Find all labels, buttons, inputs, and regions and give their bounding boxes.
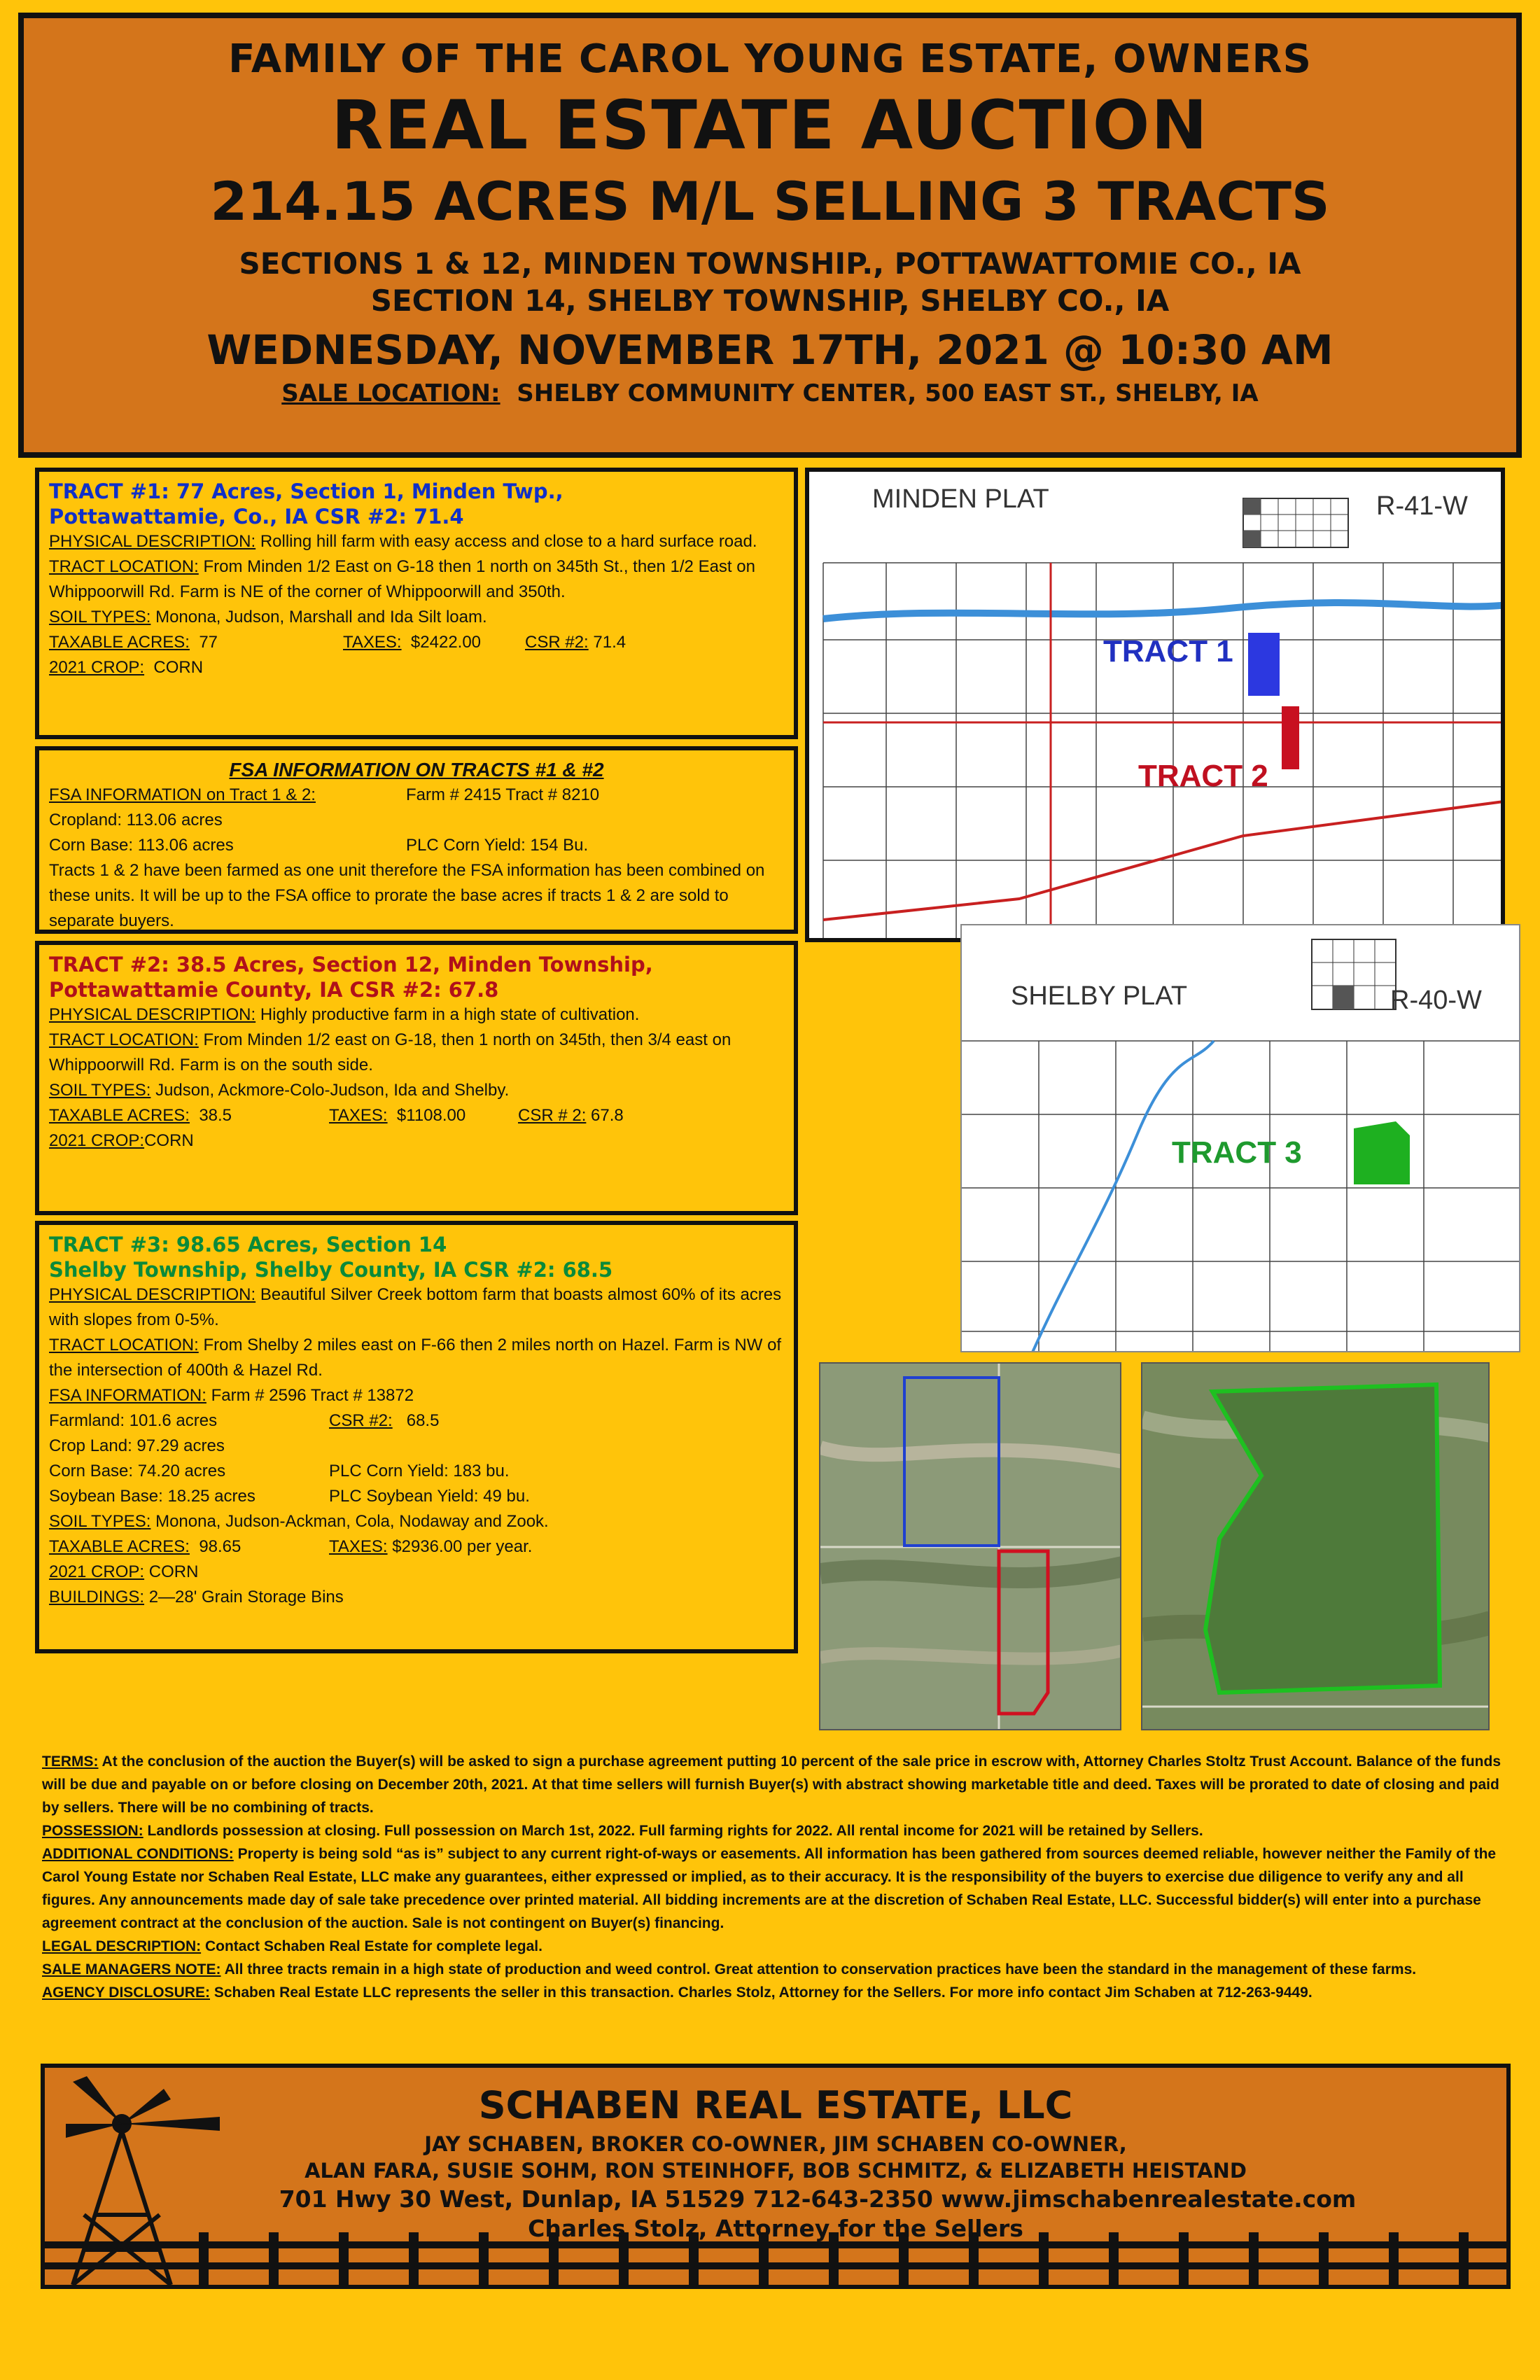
tract3-fsa: FSA INFORMATION: Farm # 2596 Tract # 13872 — [49, 1386, 414, 1405]
auction-header — [18, 13, 1522, 458]
aerial-photo-tract-3 — [1141, 1362, 1490, 1730]
tract3-soy-base: Soybean Base: 18.25 acres — [49, 1487, 255, 1506]
sections-line-2: SECTION 14, SHELBY TOWNSHIP, SHELBY CO., IA — [370, 284, 1170, 318]
tract3-farmland: Farmland: 101.6 acres — [49, 1411, 218, 1430]
tract1-subtitle: Pottawattamie, Co., IA CSR #2: 71.4 — [49, 505, 464, 528]
terms-section — [42, 1750, 1512, 2004]
tract1-tax-row: TAXABLE ACRES: 77 TAXES: $2422.00 CSR #2: 71.4 — [49, 633, 626, 652]
acres-line: 214.15 ACRES M/L SELLING 3 TRACTS — [210, 170, 1330, 232]
tract3-buildings: BUILDINGS: 2—28' Grain Storage Bins — [49, 1588, 344, 1606]
owners-line: FAMILY OF THE CAROL YOUNG ESTATE, OWNERS — [228, 36, 1312, 82]
agency-disclosure-paragraph: AGENCY DISCLOSURE: Schaben Real Estate LLC represents the seller in this transaction. Charles Stolz, Attorney for the Sellers. For more info contact Jim Schaben at 712-263-9449. — [42, 1984, 1312, 2001]
sections-line-1: SECTIONS 1 & 12, MINDEN TOWNSHIP., POTTAWATTOMIE CO., IA — [239, 246, 1301, 281]
shelby-range: R-40-W — [1390, 986, 1482, 1015]
tract3-title: TRACT #3: 98.65 Acres, Section 14 — [49, 1233, 447, 1256]
company-name: SCHABEN REAL ESTATE, LLC — [478, 2083, 1073, 2127]
tract3-box: TRACT #3: 98.65 Acres, Section 14 Shelby Township, Shelby County, IA CSR #2: 68.5 PHYSICAL DESCRIPTION: Beautiful Silver Creek bottom farm that boasts almost 60% of its acres with slopes from 0-5%. TRACT LOCATION: From Shelby 2 miles east on F-66 then 2 miles north on Hazel. Farm is NW of the intersection of 400th & Hazel Rd. FSA INFORMATION: Farm # 2596 Tract # 13872 Farmland: 101.6 acres CSR #2: 68.5 Crop Land: 97.29 acres Corn Base: 74.20 acres PLC Corn Yield: 183 bu. Soybean Base: 18.25 acres PLC Soybean Yield: 49 bu. SOIL TYPES: Monona, Judson-Ackman, Cola, Nodaway and Zook. TAXABLE ACRES: 98.65 TAXES: $2936.00 per year. 2021 CROP: CORN BUILDINGS: 2—28' Grain Storage Bins — [35, 1221, 798, 1653]
tract2-physical: PHYSICAL DESCRIPTION: Highly productive farm in a high state of cultivation. — [49, 1005, 640, 1024]
fsa-cropland: Cropland: 113.06 acres — [49, 811, 223, 830]
tract2-map-label: TRACT 2 — [1138, 759, 1268, 793]
possession-paragraph: POSSESSION: Landlords possession at closing. Full possession on March 1st, 2022. Full farming rights for 2022. All rental income for 2021 will be retained by Sellers. — [42, 1823, 1203, 1839]
minden-plat-lines — [809, 472, 1505, 942]
fsa-note: Tracts 1 & 2 have been farmed as one unit therefore the FSA information has been combined on these units. It will be up to the FSA office to prorate the base acres if tracts 1 & 2 are sold to separate buyers. — [49, 861, 765, 930]
tract3-cropland: Crop Land: 97.29 acres — [49, 1436, 225, 1455]
minden-plat-title: MINDEN PLAT — [872, 484, 1049, 514]
terms-paragraph: TERMS: At the conclusion of the auction the Buyer(s) will be asked to sign a purchase agreement putting 10 percent of the sale price in escrow with, Attorney Charles Stoltz Trust Account. Balance of the funds will be due and payable on or before closing on December 20th, 2021. At that time sellers will furnish Buyer(s) with abstract showing marketable title and deed. Taxes will be prorated to date of closing and paid by sellers. There will be no combining of tracts. — [42, 1754, 1502, 1816]
tract3-corn-base: Corn Base: 74.20 acres — [49, 1462, 226, 1480]
company-footer — [41, 2064, 1511, 2289]
tract3-tax-row: TAXABLE ACRES: 98.65 TAXES: $2936.00 per year. — [49, 1537, 533, 1556]
additional-conditions-paragraph: ADDITIONAL CONDITIONS: Property is being sold “as is” subject to any current right-of-ways or easements. All information has been gathered from sources deemed reliable, however neither the Family of the Carol Young Estate nor Schaben Real Estate, LLC make any guarantees, either expressed or implied, as to their accuracy. It is the responsibility of the buyers to exercise due diligence to verify any and all figures. Any announcements made day of sale take precedence over printed material. All bidding increments are at the discretion of Schaben Real Estate, LLC. Successful bidder(s) will enter into a purchase agreement contract at the conclusion of the auction. Sale is not contingent on Buyer(s) financing. — [42, 1846, 1497, 1931]
brokers-line: JAY SCHABEN, BROKER CO-OWNER, JIM SCHABEN CO-OWNER, — [424, 2132, 1127, 2156]
sale-location — [24, 379, 1516, 407]
tract1-location: TRACT LOCATION: From Minden 1/2 East on G-18 then 1 north on 345th St., then 1/2 East on Whippoorwill Rd. Farm is NE of the corner of Whippoorwill and 350th. — [49, 557, 755, 601]
tract1-crop: 2021 CROP: CORN — [49, 658, 204, 677]
tract2-soil: SOIL TYPES: Judson, Ackmore-Colo-Judson, Ida and Shelby. — [49, 1081, 510, 1100]
tract3-soil: SOIL TYPES: Monona, Judson-Ackman, Cola, Nodaway and Zook. — [49, 1512, 549, 1531]
aerial-photo-tracts-1-2 — [819, 1362, 1121, 1730]
minden-plat-map — [805, 468, 1505, 942]
tract3-csr: 68.5 — [406, 1411, 440, 1430]
legal-description-paragraph: LEGAL DESCRIPTION: Contact Schaben Real Estate for complete legal. — [42, 1938, 542, 1954]
tract2-location: TRACT LOCATION: From Minden 1/2 east on G-18, then 1 north on 345th, then 3/4 east on Whippoorwill Rd. Farm is on the south side. — [49, 1030, 732, 1074]
tract2-box — [35, 941, 798, 1215]
tract1-physical: PHYSICAL DESCRIPTION: Rolling hill farm with easy access and close to a hard surface road. — [49, 532, 757, 551]
shelby-plat-map — [960, 924, 1520, 1352]
auction-date: WEDNESDAY, NOVEMBER 17TH, 2021 @ 10:30 AM — [206, 326, 1334, 374]
tract1-map-label: TRACT 1 — [1103, 634, 1233, 668]
tract2-subtitle: Pottawattamie County, IA CSR #2: 67.8 — [49, 978, 499, 1002]
fsa-plc-yield: PLC Corn Yield: 154 Bu. — [406, 836, 589, 855]
tract2-crop: 2021 CROP:CORN — [49, 1131, 194, 1150]
tract1-soil: SOIL TYPES: Monona, Judson, Marshall and Ida Silt loam. — [49, 608, 487, 626]
shelby-plat-title: SHELBY PLAT — [1011, 981, 1188, 1011]
minden-range: R-41-W — [1376, 491, 1468, 521]
sale-managers-note-paragraph: SALE MANAGERS NOTE: All three tracts remain in a high state of production and weed control. Great attention to conservation practices have been the standard in the management of these farms. — [42, 1961, 1417, 1977]
fsa-farm-tract: Farm # 2415 Tract # 8210 — [406, 785, 600, 804]
sale-location-label: SALE LOCATION: — [281, 379, 500, 407]
tract3-crop: 2021 CROP: CORN — [49, 1562, 199, 1581]
sale-location-value: SHELBY COMMUNITY CENTER, 500 EAST ST., SHELBY, IA — [517, 379, 1259, 407]
tract3-location: TRACT LOCATION: From Shelby 2 miles east on F-66 then 2 miles north on Hazel. Farm is NW of the intersection of 400th & Hazel Rd. — [49, 1336, 782, 1380]
tract3-map-label: TRACT 3 — [1172, 1135, 1302, 1170]
tract2-title: TRACT #2: 38.5 Acres, Section 12, Minden Township, — [49, 953, 653, 976]
contact-line: 701 Hwy 30 West, Dunlap, IA 51529 712-643-2350 www.jimschabenrealestate.com — [279, 2185, 1357, 2213]
fsa-tracts-1-2-box — [35, 746, 798, 934]
attorney-line: Charles Stolz, Attorney for the Sellers — [528, 2215, 1023, 2242]
fsa-corn-base: Corn Base: 113.06 acres — [49, 836, 234, 855]
auction-title: REAL ESTATE AUCTION — [331, 86, 1209, 164]
tract2-tax-row: TAXABLE ACRES: 38.5 TAXES: $1108.00 CSR # 2: 67.8 — [49, 1106, 624, 1125]
tract1-title: TRACT #1: 77 Acres, Section 1, Minden Twp., — [49, 479, 564, 503]
tract1-box — [35, 468, 798, 739]
fsa-info-label: FSA INFORMATION on Tract 1 & 2: — [49, 785, 316, 804]
fsa-title: FSA INFORMATION ON TRACTS #1 & #2 — [229, 759, 604, 780]
agents-line: ALAN FARA, SUSIE SOHM, RON STEINHOFF, BOB SCHMITZ, & ELIZABETH HEISTAND — [304, 2159, 1247, 2183]
tract3-plc-corn: PLC Corn Yield: 183 bu. — [329, 1462, 510, 1480]
tract3-subtitle: Shelby Township, Shelby County, IA CSR #2: 68.5 — [49, 1258, 613, 1282]
tract3-physical: PHYSICAL DESCRIPTION: Beautiful Silver Creek bottom farm that boasts almost 60% of its acres with slopes from 0-5%. — [49, 1285, 782, 1329]
tract3-plc-soy: PLC Soybean Yield: 49 bu. — [329, 1487, 530, 1506]
